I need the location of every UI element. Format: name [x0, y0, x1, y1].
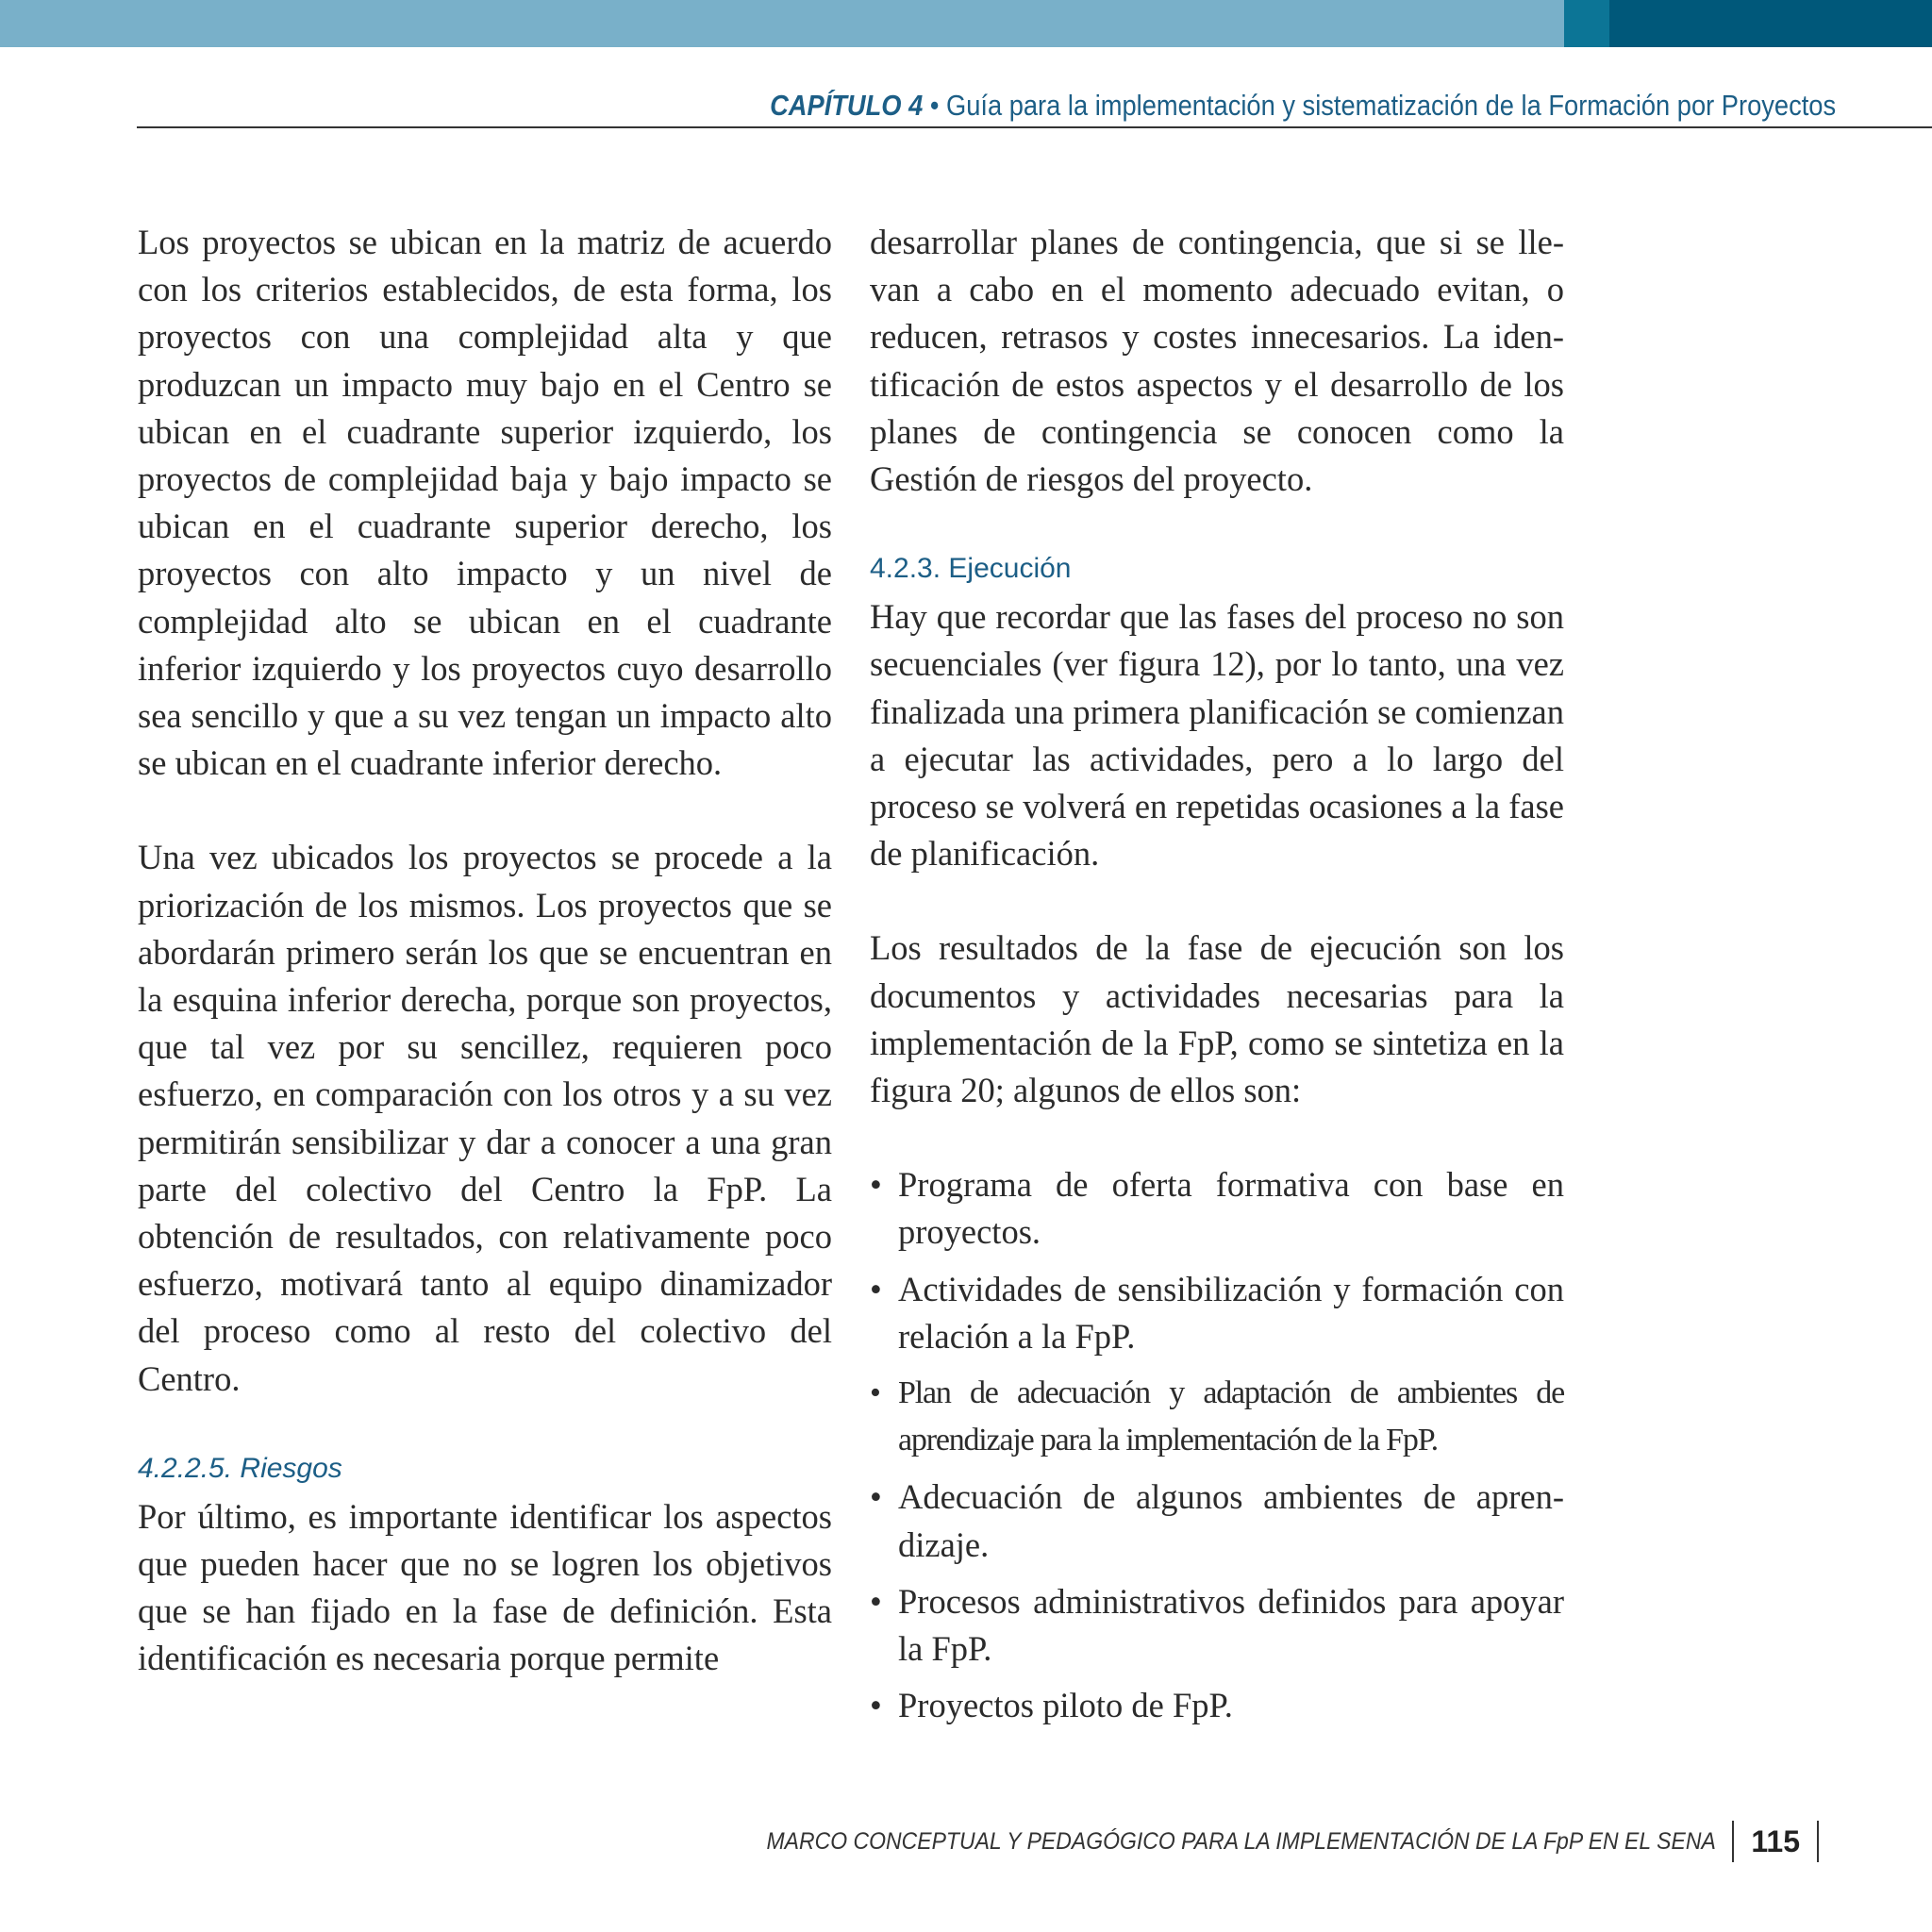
page-number: 115: [1751, 1824, 1800, 1858]
paragraph: Los resultados de la fase de ejecución son los documentos y actividades necesarias para la implementación de la FpP, como se sintetiza en la figura 20; algunos de ellos son:: [870, 928, 1564, 1110]
footer-divider: [1817, 1821, 1819, 1862]
right-column: [870, 219, 1564, 1739]
list-item: • Programa de oferta formativa con base en proyectos.: [870, 1161, 1564, 1256]
paragraph: Los proyectos se ubican en la matriz de acuerdo con los criterios establecidos, de esta forma, los proyectos con una complejidad alta y que produzcan un impacto muy bajo en el Centro se ubican en el cuadrante superior izquierdo, los proyectos de complejidad baja y bajo impacto se ubican en el cuadrante superior derecho, los proyectos con alto impacto y un nivel de complejidad alto se ubican en el cuadrante inferior izquierdo y los proyectos cuyo desarrollo sea sencillo y que a su vez tengan un impacto alto se ubican en el cuadrante inferior derecho.: [138, 223, 832, 783]
chapter-separator: •: [923, 89, 946, 122]
results-list: [870, 1161, 1564, 1729]
paragraph: Una vez ubicados los proyectos se procede a la priorización de los mismos. Los proyectos que se abordarán primero serán los que se encuentran en la esquina inferior derecha, porque son proyectos, que tal vez por su sencillez, requieren poco esfuerzo, en comparación con los otros y a su vez permitirán sensibilizar y dar a conocer a una gran parte del colectivo del Centro la FpP. La obtención de resultados, con relativamente poco esfuerzo, motivará tanto al equipo dinamizador del proceso como al resto del colectivo del Centro.: [138, 838, 832, 1398]
footer-title: MARCO CONCEPTUAL Y PEDAGÓGICO PARA LA IMPLEMENTACIÓN DE LA FpP EN EL SENA: [766, 1827, 1716, 1855]
top-color-band: [0, 0, 1932, 47]
list-item: • Plan de adecuación y adaptación de ambientes de aprendizaje para la implementación de la FpP.: [870, 1370, 1564, 1464]
chapter-header: [770, 89, 1836, 123]
list-item: • Procesos administrativos definidos para apoyar la FpP.: [870, 1578, 1564, 1673]
top-band-dark-segment: [1609, 0, 1932, 47]
list-item: • Actividades de sensibilización y formación con relación a la FpP.: [870, 1266, 1564, 1360]
page-footer: [684, 1819, 1836, 1864]
top-band-accent-segment: [1564, 0, 1609, 47]
paragraph: Hay que recordar que las fases del proceso no son secuenciales (ver figura 12), por lo tanto, una vez finalizada una primera planificación se comienzan a ejecutar las actividades, pero a lo largo del proceso se volverá en repetidas ocasiones a la fase de planificación.: [870, 597, 1564, 874]
paragraph: desarrollar planes de contingencia, que si se llevan a cabo en el momento adecuado evitan, o reducen, retrasos y costes innecesarios. La identificación de estos aspectos y el desarrollo de los planes de contingencia se conocen como la Gestión de riesgos del proyecto.: [870, 223, 1564, 499]
section-heading-ejecucion: 4.2.3. Ejecución: [870, 553, 1072, 585]
list-item: • Proyectos piloto de FpP.: [870, 1682, 1564, 1729]
left-column: [138, 219, 832, 1730]
footer-divider: [1732, 1821, 1734, 1862]
section-heading-riesgos: 4.2.2.5. Riesgos: [138, 1452, 342, 1484]
chapter-title: Guía para la implementación y sistematización de la Formación por Proyectos: [945, 89, 1836, 122]
chapter-label: CAPÍTULO 4: [769, 89, 924, 122]
paragraph: Por último, es importante identificar los aspectos que pueden hacer que no se logren los objetivos que se han fijado en la fase de definición. Esta identificación es necesaria porque permite: [138, 1496, 832, 1678]
list-item: • Adecuación de algunos ambientes de aprendizaje.: [870, 1474, 1564, 1568]
header-rule: [137, 126, 1932, 128]
